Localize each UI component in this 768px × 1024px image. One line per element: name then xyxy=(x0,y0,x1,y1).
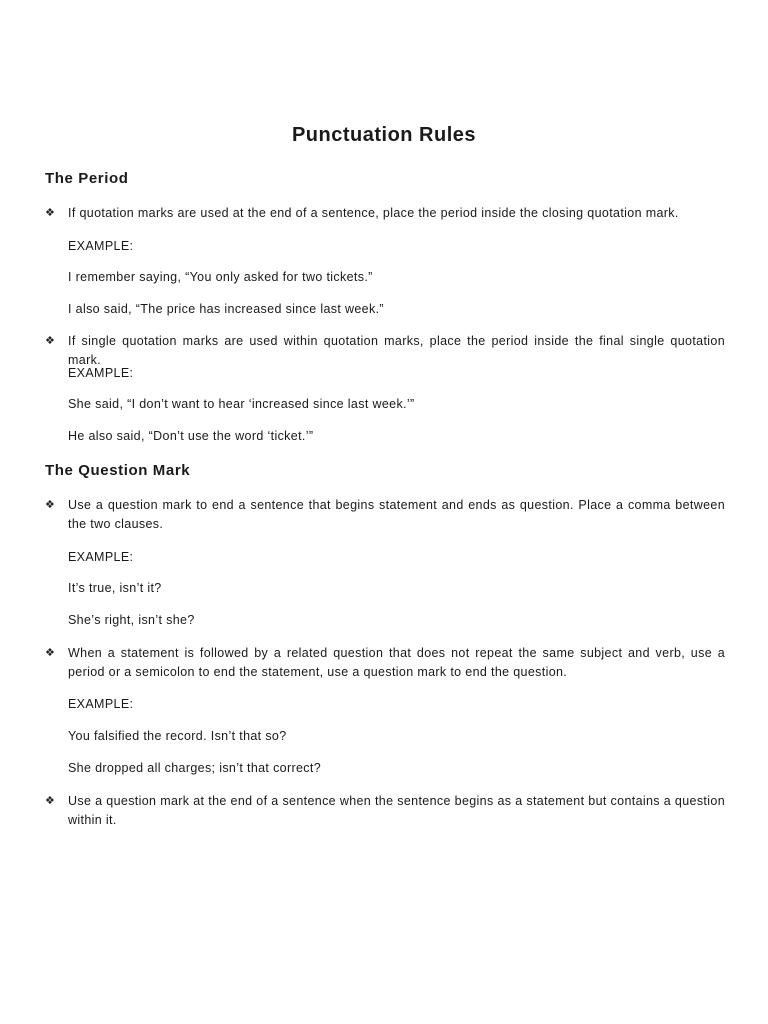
example-label: EXAMPLE: xyxy=(68,239,134,253)
example-line: She dropped all charges; isn’t that correct? xyxy=(68,761,322,775)
rule-text: Use a question mark at the end of a sentence when the sentence begins as a statement but contains a question within it. xyxy=(68,794,725,827)
example-line: She said, “I don’t want to hear ‘increased since last week.’” xyxy=(68,397,415,411)
rule-text: If single quotation marks are used within quotation marks, place the period inside the final single quotation mark. xyxy=(68,334,725,367)
diamond-bullet-icon: ❖ xyxy=(45,499,56,511)
example-label: EXAMPLE: xyxy=(68,366,134,380)
diamond-bullet-icon: ❖ xyxy=(45,795,56,807)
rule-item xyxy=(45,332,725,370)
example-line: I remember saying, “You only asked for two tickets.” xyxy=(68,270,373,284)
rule-item xyxy=(45,496,725,534)
section-heading-period: The Period xyxy=(45,170,129,187)
example-line: He also said, “Don’t use the word ‘ticket.’” xyxy=(68,429,314,443)
example-line: You falsified the record. Isn’t that so? xyxy=(68,729,287,743)
diamond-bullet-icon: ❖ xyxy=(45,335,56,347)
example-label: EXAMPLE: xyxy=(68,697,134,711)
example-line: It’s true, isn’t it? xyxy=(68,581,162,595)
diamond-bullet-icon: ❖ xyxy=(45,647,56,659)
example-line: I also said, “The price has increased since last week.” xyxy=(68,302,384,316)
rule-item xyxy=(45,792,725,830)
rule-text: Use a question mark to end a sentence that begins statement and ends as question. Place a comma between the two clauses. xyxy=(68,498,725,531)
example-label: EXAMPLE: xyxy=(68,550,134,564)
rule-text: If quotation marks are used at the end of a sentence, place the period inside the closing quotation mark. xyxy=(68,206,679,220)
page-title: Punctuation Rules xyxy=(291,124,477,146)
rule-item xyxy=(45,644,725,682)
example-line: She’s right, isn’t she? xyxy=(68,613,195,627)
diamond-bullet-icon: ❖ xyxy=(45,207,56,219)
section-heading-question-mark: The Question Mark xyxy=(45,462,191,479)
rule-item xyxy=(45,204,725,223)
rule-text: When a statement is followed by a related question that does not repeat the same subject and verb, use a period or a semicolon to end the statement, use a question mark to end the question. xyxy=(68,646,725,679)
